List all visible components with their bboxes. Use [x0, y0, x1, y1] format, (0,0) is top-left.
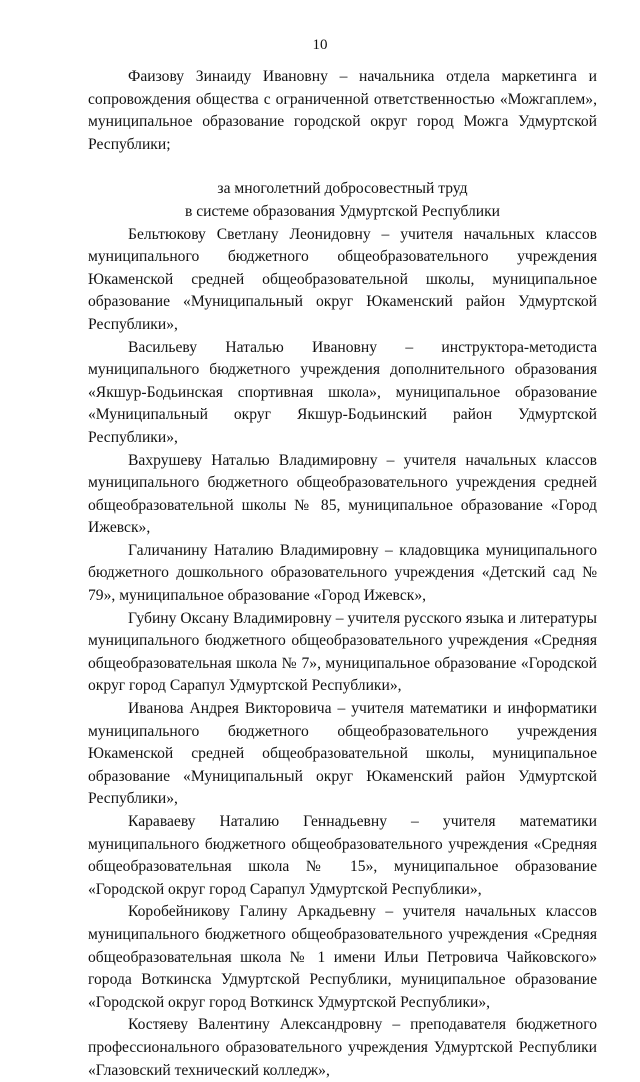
award-entry: Васильеву Наталью Ивановну – инструктора-методиста муниципального бюджетного учреждения дополнительного образования «Якшур-Бодьинская спортивная школа», муниципальное образование «Муниципальный округ Якшур-Бодьинский район Удмуртской Республики», — [88, 338, 597, 446]
award-entry: Вахрушеву Наталью Владимировну – учителя начальных классов муниципального бюджетного общеобразовательного учреждения средней общеобразовательной школы № 85, муниципальное образование «Город Ижевск», — [88, 451, 597, 537]
page-number: 10 — [312, 37, 328, 53]
award-entry: Иванова Андрея Викторовича – учителя математики и информатики муниципального бюджетного общеобразовательного учреждения Юкаменской средней общеобразовательной школы, муниципальное образование «Муниципальный округ Юкаменский район Удмуртской Республики», — [88, 700, 597, 808]
section-heading-line-1: за многолетний добросовестный труд — [217, 180, 468, 198]
award-entry: Караваеву Наталию Геннадьевну – учителя математики муниципального бюджетного общеобразовательного учреждения «Средняя общеобразовательная школа № 15», муниципальное образование «Городской округ город Сарапул Удмуртской Республики», — [88, 813, 597, 898]
intro-paragraph: Фаизову Зинаиду Ивановну – начальника отдела маркетинга и сопровождения общества с ограниченной ответственностью «Можгаплем», муниципальное образование городской округ город Можга Удмуртской Республики; — [88, 68, 597, 153]
award-entry: Коробейникову Галину Аркадьевну – учителя начальных классов муниципального бюджетного общеобразовательного учреждения «Средняя общеобразовательная школа № 1 имени Ильи Петровича Чайковского» города Воткинска Удмуртской Республики, муниципальное образование «Городской округ город Воткинск Удмуртской Республики», — [88, 903, 597, 1011]
section-heading-line-2: в системе образования Удмуртской Республики — [184, 202, 501, 220]
award-entry: Костяеву Валентину Александровну – преподавателя бюджетного профессионального образовательного учреждения Удмуртской Республики «Глазовский технический колледж», — [88, 1016, 597, 1079]
award-entry: Губину Оксану Владимировну – учителя русского языка и литературы муниципального бюджетного общеобразовательного учреждения «Средняя общеобразовательная школа № 7», муниципальное образование «Городской округ город Сарапул Удмуртской Республики», — [88, 609, 597, 695]
document-body — [88, 66, 597, 1082]
section-heading — [88, 178, 597, 223]
award-entry: Бельтюкову Светлану Леонидовну – учителя начальных классов муниципального бюджетного общеобразовательного учреждения Юкаменской средней общеобразовательной школы, муниципальное образование «Муниципальный округ Юкаменский район Удмуртской Республики», — [88, 225, 597, 333]
award-entry: Галичанину Наталию Владимировну – кладовщика муниципального бюджетного дошкольного образовательного учреждения «Детский сад № 79», муниципальное образование «Город Ижевск», — [88, 541, 597, 605]
